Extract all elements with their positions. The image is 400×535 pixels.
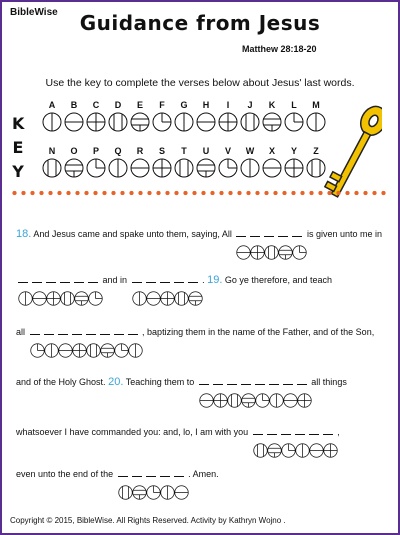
- answer-blank[interactable]: [267, 434, 277, 435]
- key-letter: O: [70, 146, 78, 156]
- code-symbol: [32, 291, 47, 306]
- verse-line-4: [16, 376, 347, 388]
- code-symbol: [132, 485, 147, 500]
- code-symbol: [128, 343, 143, 358]
- answer-blank[interactable]: [281, 434, 291, 435]
- verse-number-18: 18.: [16, 228, 32, 240]
- verse-text: all things: [311, 377, 347, 387]
- answer-blank[interactable]: [146, 476, 156, 477]
- answer-blank[interactable]: [132, 476, 142, 477]
- code-symbol: [196, 158, 216, 178]
- verse-text: even unto the end of the: [16, 469, 114, 479]
- answer-blank[interactable]: [241, 384, 251, 385]
- key-label-letter: K: [12, 114, 25, 133]
- key-letter: J: [247, 100, 253, 110]
- code-symbol: [323, 443, 338, 458]
- answer-blank[interactable]: [199, 384, 209, 385]
- verse-text: , baptizing them in the name of the Father, and of the Son,: [142, 327, 375, 337]
- verse-text: Teaching them to: [125, 377, 195, 387]
- answer-blank[interactable]: [250, 236, 260, 237]
- verse-number-20: 20.: [108, 376, 124, 388]
- code-symbol: [309, 443, 324, 458]
- key-letter: E: [136, 100, 143, 110]
- code-symbol: [174, 485, 189, 500]
- code-symbol: [86, 343, 101, 358]
- code-symbol: [108, 158, 128, 178]
- answer-blank[interactable]: [160, 282, 170, 283]
- key-letter: A: [48, 100, 56, 110]
- code-symbol: [60, 291, 75, 306]
- code-symbol: [130, 112, 150, 132]
- code-symbol: [196, 112, 216, 132]
- code-symbol: [64, 158, 84, 178]
- answer-blank[interactable]: [74, 282, 84, 283]
- answer-blank[interactable]: [32, 282, 42, 283]
- code-symbol: [264, 245, 279, 260]
- copyright-footer: Copyright © 2015, BibleWise. All Rights Reserved. Activity by Kathryn Wojno .: [10, 516, 286, 525]
- code-symbol: [152, 158, 172, 178]
- answer-blank[interactable]: [236, 236, 246, 237]
- verse-line-5: [16, 426, 340, 438]
- code-symbol: [240, 112, 260, 132]
- code-symbol: [218, 158, 238, 178]
- code-symbol: [64, 112, 84, 132]
- code-symbol: [146, 291, 161, 306]
- code-symbol: [174, 291, 189, 306]
- code-symbol: [152, 112, 172, 132]
- answer-blank[interactable]: [88, 282, 98, 283]
- code-symbol: [281, 443, 296, 458]
- code-symbol: [72, 343, 87, 358]
- key-letter: Y: [290, 146, 297, 156]
- code-symbol: [278, 245, 293, 260]
- verse-text: . Amen.: [188, 469, 219, 479]
- code-symbol: [262, 158, 282, 178]
- answer-blank[interactable]: [128, 334, 138, 335]
- verse-line-3: [16, 326, 374, 338]
- answer-blank[interactable]: [283, 384, 293, 385]
- code-symbol: [132, 291, 147, 306]
- code-symbol: [118, 485, 133, 500]
- code-symbol: [114, 343, 129, 358]
- verse-text: ,: [337, 427, 340, 437]
- code-symbol: [18, 291, 33, 306]
- page-title: Guidance from Jesus: [79, 11, 321, 35]
- answer-blank[interactable]: [213, 384, 223, 385]
- verse-text: all: [16, 327, 26, 337]
- verse-line-1: [16, 228, 382, 240]
- code-symbol: [213, 393, 228, 408]
- verse-text: .: [202, 275, 205, 285]
- key-letter: H: [202, 100, 210, 110]
- code-symbol: [295, 443, 310, 458]
- code-symbol: [42, 158, 62, 178]
- key-letter: Z: [313, 146, 319, 156]
- code-symbol: [46, 291, 61, 306]
- code-symbol: [255, 393, 270, 408]
- code-symbol: [284, 112, 304, 132]
- key-letter: R: [136, 146, 144, 156]
- answer-blank[interactable]: [18, 282, 28, 283]
- brand-logo: BibleWise: [10, 7, 58, 18]
- key-label-letter: E: [12, 138, 24, 157]
- key-letter: L: [291, 100, 297, 110]
- answer-blank[interactable]: [132, 282, 142, 283]
- key-label-letter: Y: [12, 162, 24, 181]
- code-symbol: [174, 158, 194, 178]
- key-letter: F: [159, 100, 165, 110]
- scripture-reference: Matthew 28:18-20: [242, 44, 317, 54]
- code-symbol: [100, 343, 115, 358]
- code-symbol: [146, 485, 161, 500]
- code-symbol: [88, 291, 103, 306]
- answer-blank[interactable]: [278, 236, 288, 237]
- instructions: Use the key to complete the verses below about Jesus' last words.: [45, 77, 355, 89]
- key-letter: K: [268, 100, 276, 110]
- code-symbol: [160, 291, 175, 306]
- answer-blank[interactable]: [323, 434, 333, 435]
- verse-text: and in: [102, 275, 128, 285]
- code-symbol: [267, 443, 282, 458]
- answer-blank[interactable]: [146, 282, 156, 283]
- key-letter: I: [226, 100, 230, 110]
- answer-blank[interactable]: [58, 334, 68, 335]
- answer-blank[interactable]: [72, 334, 82, 335]
- answer-blank[interactable]: [114, 334, 124, 335]
- verse-text: is given unto me in: [306, 229, 383, 239]
- answer-blank[interactable]: [295, 434, 305, 435]
- code-symbol: [30, 343, 45, 358]
- code-symbol: [58, 343, 73, 358]
- code-symbol: [236, 245, 251, 260]
- answer-blank[interactable]: [264, 236, 274, 237]
- key-letter: W: [245, 146, 255, 156]
- code-symbol: [42, 112, 62, 132]
- answer-blank[interactable]: [174, 282, 184, 283]
- verse-line-2: [16, 274, 332, 286]
- answer-blank[interactable]: [174, 476, 184, 477]
- code-symbol: [86, 112, 106, 132]
- code-symbol: [199, 393, 214, 408]
- key-letter: Q: [114, 146, 122, 156]
- code-symbol: [241, 393, 256, 408]
- code-symbol: [130, 158, 150, 178]
- key-letter: V: [224, 146, 231, 156]
- code-symbol: [269, 393, 284, 408]
- answer-blank[interactable]: [269, 384, 279, 385]
- code-symbol: [284, 158, 304, 178]
- answer-blank[interactable]: [160, 476, 170, 477]
- code-symbol: [253, 443, 268, 458]
- code-symbol: [44, 343, 59, 358]
- key-letter: G: [180, 100, 188, 110]
- verse-text: whatsoever I have commanded you: and, lo, I am with you: [16, 427, 249, 437]
- answer-blank[interactable]: [118, 476, 128, 477]
- key-letter: D: [114, 100, 122, 110]
- answer-blank[interactable]: [60, 282, 70, 283]
- divider-dots: [10, 190, 390, 196]
- code-symbol: [188, 291, 203, 306]
- key-label: [12, 112, 24, 184]
- verse-text: Go ye therefore, and teach: [224, 275, 332, 285]
- code-symbol: [218, 112, 238, 132]
- key-letter: U: [202, 146, 210, 156]
- verse-text: and of the Holy Ghost.: [16, 377, 106, 387]
- code-symbol: [86, 158, 106, 178]
- answer-blank[interactable]: [253, 434, 263, 435]
- key-letter: M: [312, 100, 320, 110]
- answer-blank[interactable]: [44, 334, 54, 335]
- verse-number-19: 19.: [207, 274, 223, 286]
- code-symbol: [292, 245, 307, 260]
- answer-blank[interactable]: [100, 334, 110, 335]
- code-symbol: [108, 112, 128, 132]
- answer-blank[interactable]: [255, 384, 265, 385]
- key-letter: B: [70, 100, 78, 110]
- code-symbol: [160, 485, 175, 500]
- code-symbol: [227, 393, 242, 408]
- answer-blank[interactable]: [30, 334, 40, 335]
- answer-blank[interactable]: [292, 236, 302, 237]
- answer-blank[interactable]: [309, 434, 319, 435]
- code-symbol: [74, 291, 89, 306]
- code-symbol: [240, 158, 260, 178]
- code-symbol: [250, 245, 265, 260]
- code-symbol: [262, 112, 282, 132]
- verse-text: And Jesus came and spake unto them, saying, All: [33, 229, 232, 239]
- key-icon: [322, 97, 382, 217]
- answer-blank[interactable]: [46, 282, 56, 283]
- key-letter: C: [92, 100, 100, 110]
- code-symbol: [297, 393, 312, 408]
- key-letter: P: [92, 146, 99, 156]
- answer-blank[interactable]: [227, 384, 237, 385]
- answer-blank[interactable]: [188, 282, 198, 283]
- answer-blank[interactable]: [297, 384, 307, 385]
- key-letter: S: [158, 146, 165, 156]
- code-symbol: [174, 112, 194, 132]
- verse-line-6: [16, 468, 219, 480]
- key-letter: X: [268, 146, 275, 156]
- code-symbol: [283, 393, 298, 408]
- key-letter: T: [181, 146, 187, 156]
- key-letter: N: [48, 146, 56, 156]
- answer-blank[interactable]: [86, 334, 96, 335]
